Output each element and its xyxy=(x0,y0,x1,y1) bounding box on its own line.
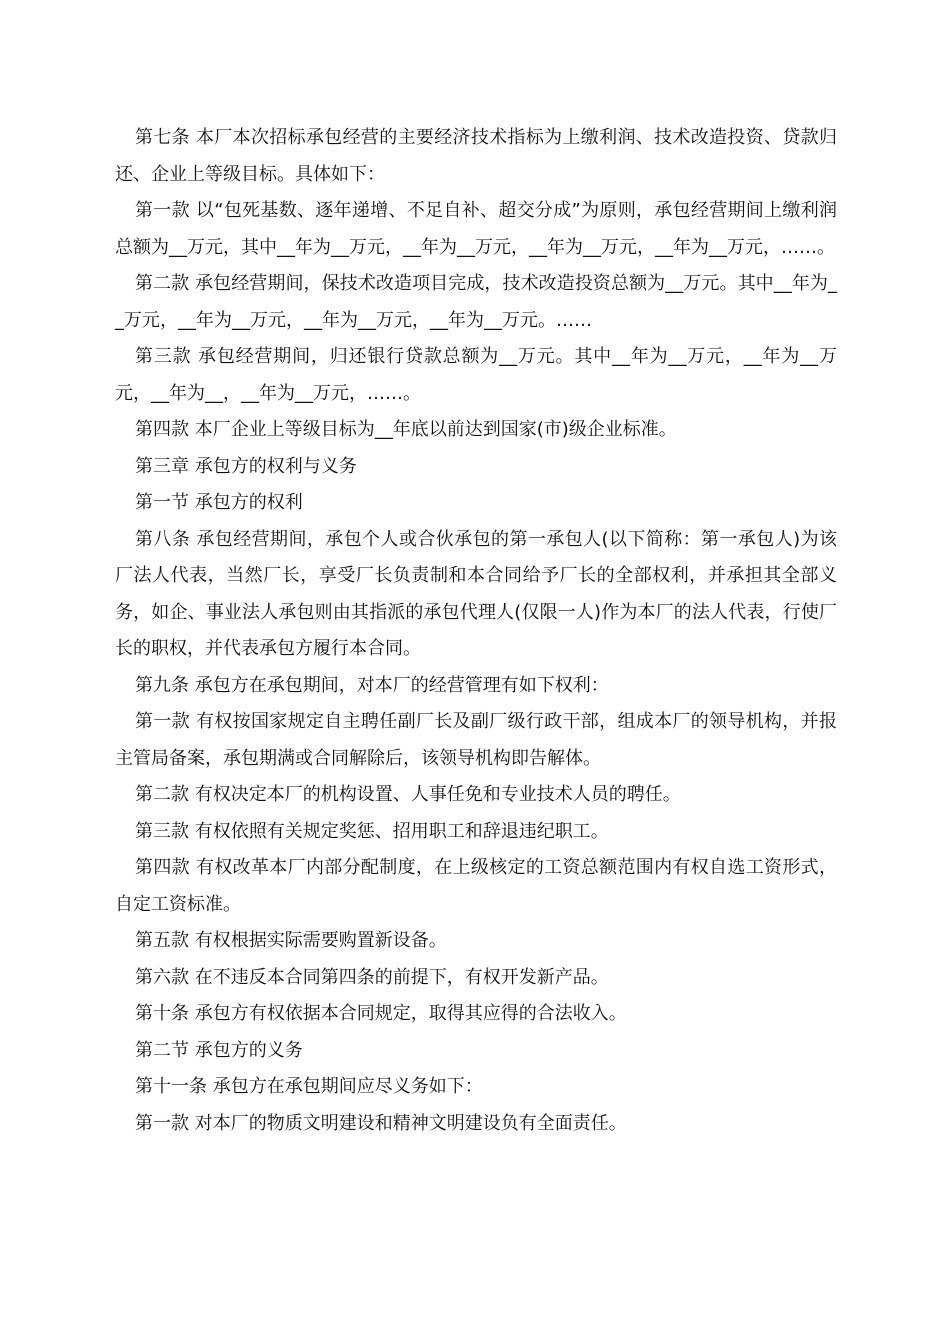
article-11-paragraph: 第十一条 承包方在承包期间应尽义务如下： xyxy=(135,1076,483,1097)
article-9-clause-3-paragraph: 第三款 有权依照有关规定奖惩、招用职工和辞退违纪职工。 xyxy=(135,820,609,842)
section-1-heading: 第一节 承包方的权利 xyxy=(135,492,303,513)
article-9-paragraph: 第九条 承包方在承包期间，对本厂的经营管理有如下权利： xyxy=(135,674,609,696)
clause-1-profit-paragraph: 第一款 以“包死基数、逐年递增、不足自补、超交分成”为原则，承包经营期间上缴利润总额为__万元，其中__年为__万元，__年为__万元，__年为__万元，__年为__万元，……。 xyxy=(115,200,837,258)
chapter-3-heading: 第三章 承包方的权利与义务 xyxy=(135,455,357,477)
article-9-clause-5-paragraph: 第五款 有权根据实际需要购置新设备。 xyxy=(135,930,447,951)
document-body xyxy=(115,120,837,1142)
article-9-clause-4-paragraph: 第四款 有权改革本厂内部分配制度，在上级核定的工资总额范围内有权自选工资形式，自定工资标准。 xyxy=(115,857,837,915)
article-9-clause-2-paragraph: 第二款 有权决定本厂的机构设置、人事任免和专业技术人员的聘任。 xyxy=(135,784,681,805)
section-2-heading: 第二节 承包方的义务 xyxy=(135,1039,303,1061)
clause-4-grade-paragraph: 第四款 本厂企业上等级目标为__年底以前达到国家(市)级企业标准。 xyxy=(135,419,677,440)
article-11-clause-1-paragraph: 第一款 对本厂的物质文明建设和精神文明建设负有全面责任。 xyxy=(135,1112,627,1134)
article-9-clause-6-paragraph: 第六款 在不违反本合同第四条的前提下，有权开发新产品。 xyxy=(135,966,609,988)
article-9-clause-1-paragraph: 第一款 有权按国家规定自主聘任副厂长及副厂级行政干部，组成本厂的领导机构，并报主管局备案，承包期满或合同解除后，该领导机构即告解体。 xyxy=(115,711,837,769)
article-8-paragraph: 第八条 承包经营期间，承包个人或合伙承包的第一承包人(以下简称：第一承包人)为该厂法人代表，当然厂长，享受厂长负责制和本合同给予厂长的全部权利，并承担其全部义务，如企、事业法人承包则由其指派的承包代理人(仅限一人)作为本厂的法人代表，行使厂长的职权，并代表承包方履行本合同。 xyxy=(115,528,837,659)
clause-3-loan-paragraph: 第三款 承包经营期间，归还银行贷款总额为__万元。其中__年为__万元，__年为__万元，__年为__，__年为__万元，……。 xyxy=(115,346,837,404)
clause-2-investment-paragraph: 第二款 承包经营期间，保技术改造项目完成，技术改造投资总额为__万元。其中__年为__万元，__年为__万元，__年为__万元，__年为__万元。…… xyxy=(115,273,837,331)
article-10-paragraph: 第十条 承包方有权依据本合同规定，取得其应得的合法收入。 xyxy=(135,1003,627,1024)
article-7-paragraph: 第七条 本厂本次招标承包经营的主要经济技术指标为上缴利润、技术改造投资、贷款归还、企业上等级目标。具体如下： xyxy=(115,127,837,185)
